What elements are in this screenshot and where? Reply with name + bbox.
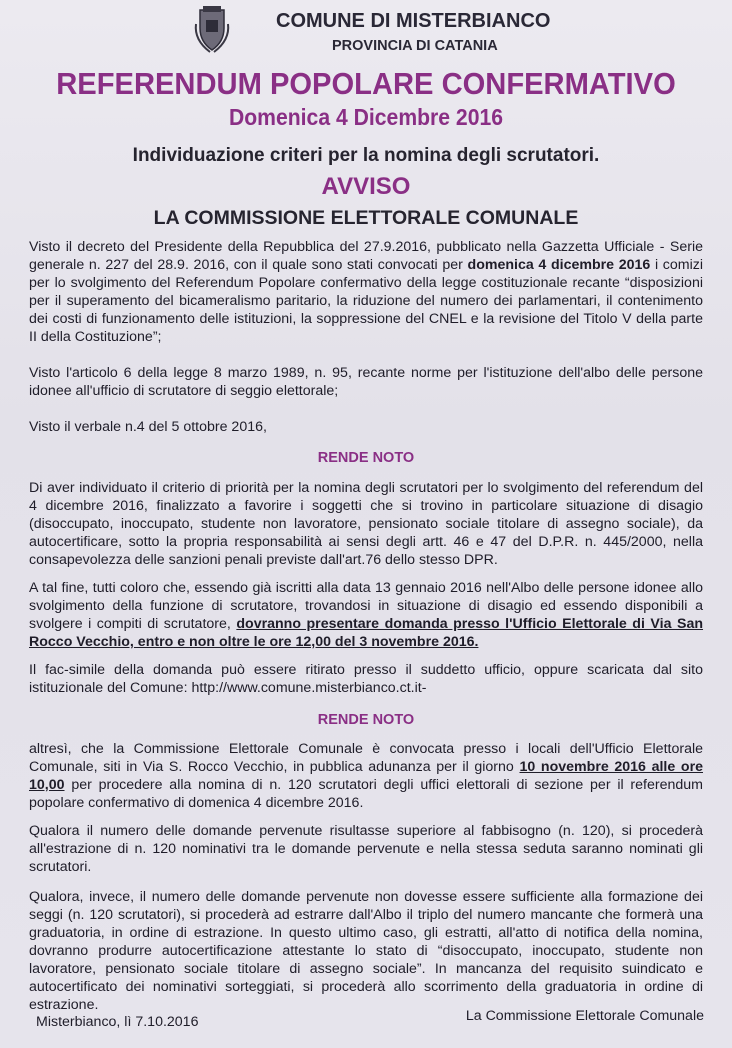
provincia-name: PROVINCIA DI CATANIA <box>332 38 498 54</box>
deadline-bold: dovranno presentare domanda presso l'Ufficio Elettorale di Via San Rocco Vecchio, entro e non oltre le ore 12,00 del 3 novembre 2016. <box>29 616 704 650</box>
referendum-title: REFERENDUM POPOLARE CONFERMATIVO <box>56 66 676 101</box>
paragraph-domanda: A tal fine, tutti coloro che, essendo già iscritti alla data 13 gennaio 2016 nell'Albo delle persone idonee allo svolgimento della funzione di scrutatore, trovandosi in situazione di disagio ed essendo disponibili a svolgere i compiti di scrutatore, dovranno presentare domanda presso l'Ufficio Elettorale di Via San Rocco Vecchio, entro e non oltre le ore 12,00 del 3 novembre 2016. <box>29 580 704 650</box>
paragraph-legge: Visto l'articolo 6 della legge 8 marzo 1989, n. 95, recante norme per l'istituzione dell'albo delle persone idonee all'ufficio di scrutatore di seggio elettorale; <box>29 365 703 399</box>
paragraph-estrazione: Qualora il numero delle domande pervenute risultasse superiore al fabbisogno (n. 120), si procederà all'estrazione di n. 120 nominativi tra le domande pervenute e nella stessa seduta saranno nominati gli scrutatori. <box>29 823 703 875</box>
municipal-crest-icon <box>192 6 232 54</box>
notice-body <box>29 238 703 1014</box>
header <box>26 0 706 60</box>
notice-subtitle: Individuazione criteri per la nomina degli scrutatori. <box>132 145 600 166</box>
commissione-heading: LA COMMISSIONE ELETTORALE COMUNALE <box>153 207 579 229</box>
referendum-date: Domenica 4 Dicembre 2016 <box>228 104 504 130</box>
paragraph-graduatoria: Qualora, invece, il numero delle domande pervenute non dovesse essere sufficiente alla formazione dei seggi (n. 120 scrutatori), si procederà ad estrarre dall'Albo il triplo del numero mancante che formerà una graduatoria, in ordine di estrazione. In questo ultimo caso, gli estratti, all'atto di notifica della nomina, dovranno produrre autocertificazione attestante lo stato di “disoccupato, inoccupato, studente non lavoratore, pensionato sociale titolare di assegno sociale”. In mancanza del requisito suindicato e autocertificato dei nominativi sorteggiati, si procederà allo scorrimento della graduatoria in ordine di estrazione. <box>29 889 703 1013</box>
referendum-date-bold: domenica 4 dicembre 2016 <box>467 257 651 273</box>
avviso-heading: AVVISO <box>321 173 411 200</box>
paragraph-fac-simile: Il fac-simile della domanda può essere ritirato presso il suddetto ufficio, oppure scaricata dal sito istituzionale del Comune: http://www.comune.misterbianco.ct.it- <box>29 662 703 696</box>
rende-noto-heading-2: RENDE NOTO <box>317 712 415 728</box>
comune-name: COMUNE DI MISTERBIANCO <box>276 10 551 32</box>
paragraph-verbale: Visto il verbale n.4 del 5 ottobre 2016, <box>29 419 267 435</box>
signature: La Commissione Elettorale Comunale <box>465 1008 704 1024</box>
place-and-date: Misterbianco, lì 7.10.2016 <box>36 1014 199 1030</box>
paragraph-convocazione: altresì, che la Commissione Elettorale Comunale è convocata presso i locali dell'Ufficio Elettorale Comunale, siti in Via S. Rocco Vecchio, in pubblica adunanza per il giorno 10 novembre 2016 alle ore 10,00 per procedere alla nomina di n. 120 scrutatori degli uffici elettorali di sezione per il referendum popolare confermativo di domenica 4 dicembre 2016. <box>29 741 703 811</box>
paragraph-decreto: Visto il decreto del Presidente della Repubblica del 27.9.2016, pubblicato nella Gazzetta Ufficiale - Serie generale n. 227 del 28.9. 2016, con il quale sono stati convocati per domenica 4 dicembre 2016 i comizi per lo svolgimento del Referendum Popolare confermativo della legge costituzionale recante “disposizioni per il superamento del bicameralismo paritario, la riduzione del numero dei parlamentari, il contenimento dei costi di funzionamento delle istituzioni, la soppressione del CNEL e la revisione del Titolo V della parte II della Costituzione”; <box>29 239 703 345</box>
rende-noto-heading-1: RENDE NOTO <box>317 450 415 466</box>
paragraph-criterio: Di aver individuato il criterio di priorità per la nomina degli scrutatori per lo svolgimento del referendum del 4 dicembre 2016, finalizzato a favorire i soggetti che si trovino in particolare situazione di disagio (disoccupato, inoccupato, studente non lavoratore, pensionato sociale titolare di assegno sociale), da autocertificare, sotto la propria responsabilità ai sensi degli artt. 46 e 47 del D.P.R. n. 445/2000, nella consapevolezza delle sanzioni penali previste dall'art.76 dello stesso DPR. <box>29 480 703 568</box>
meeting-date-bold: 10 novembre 2016 alle ore 10,00 <box>29 759 703 793</box>
